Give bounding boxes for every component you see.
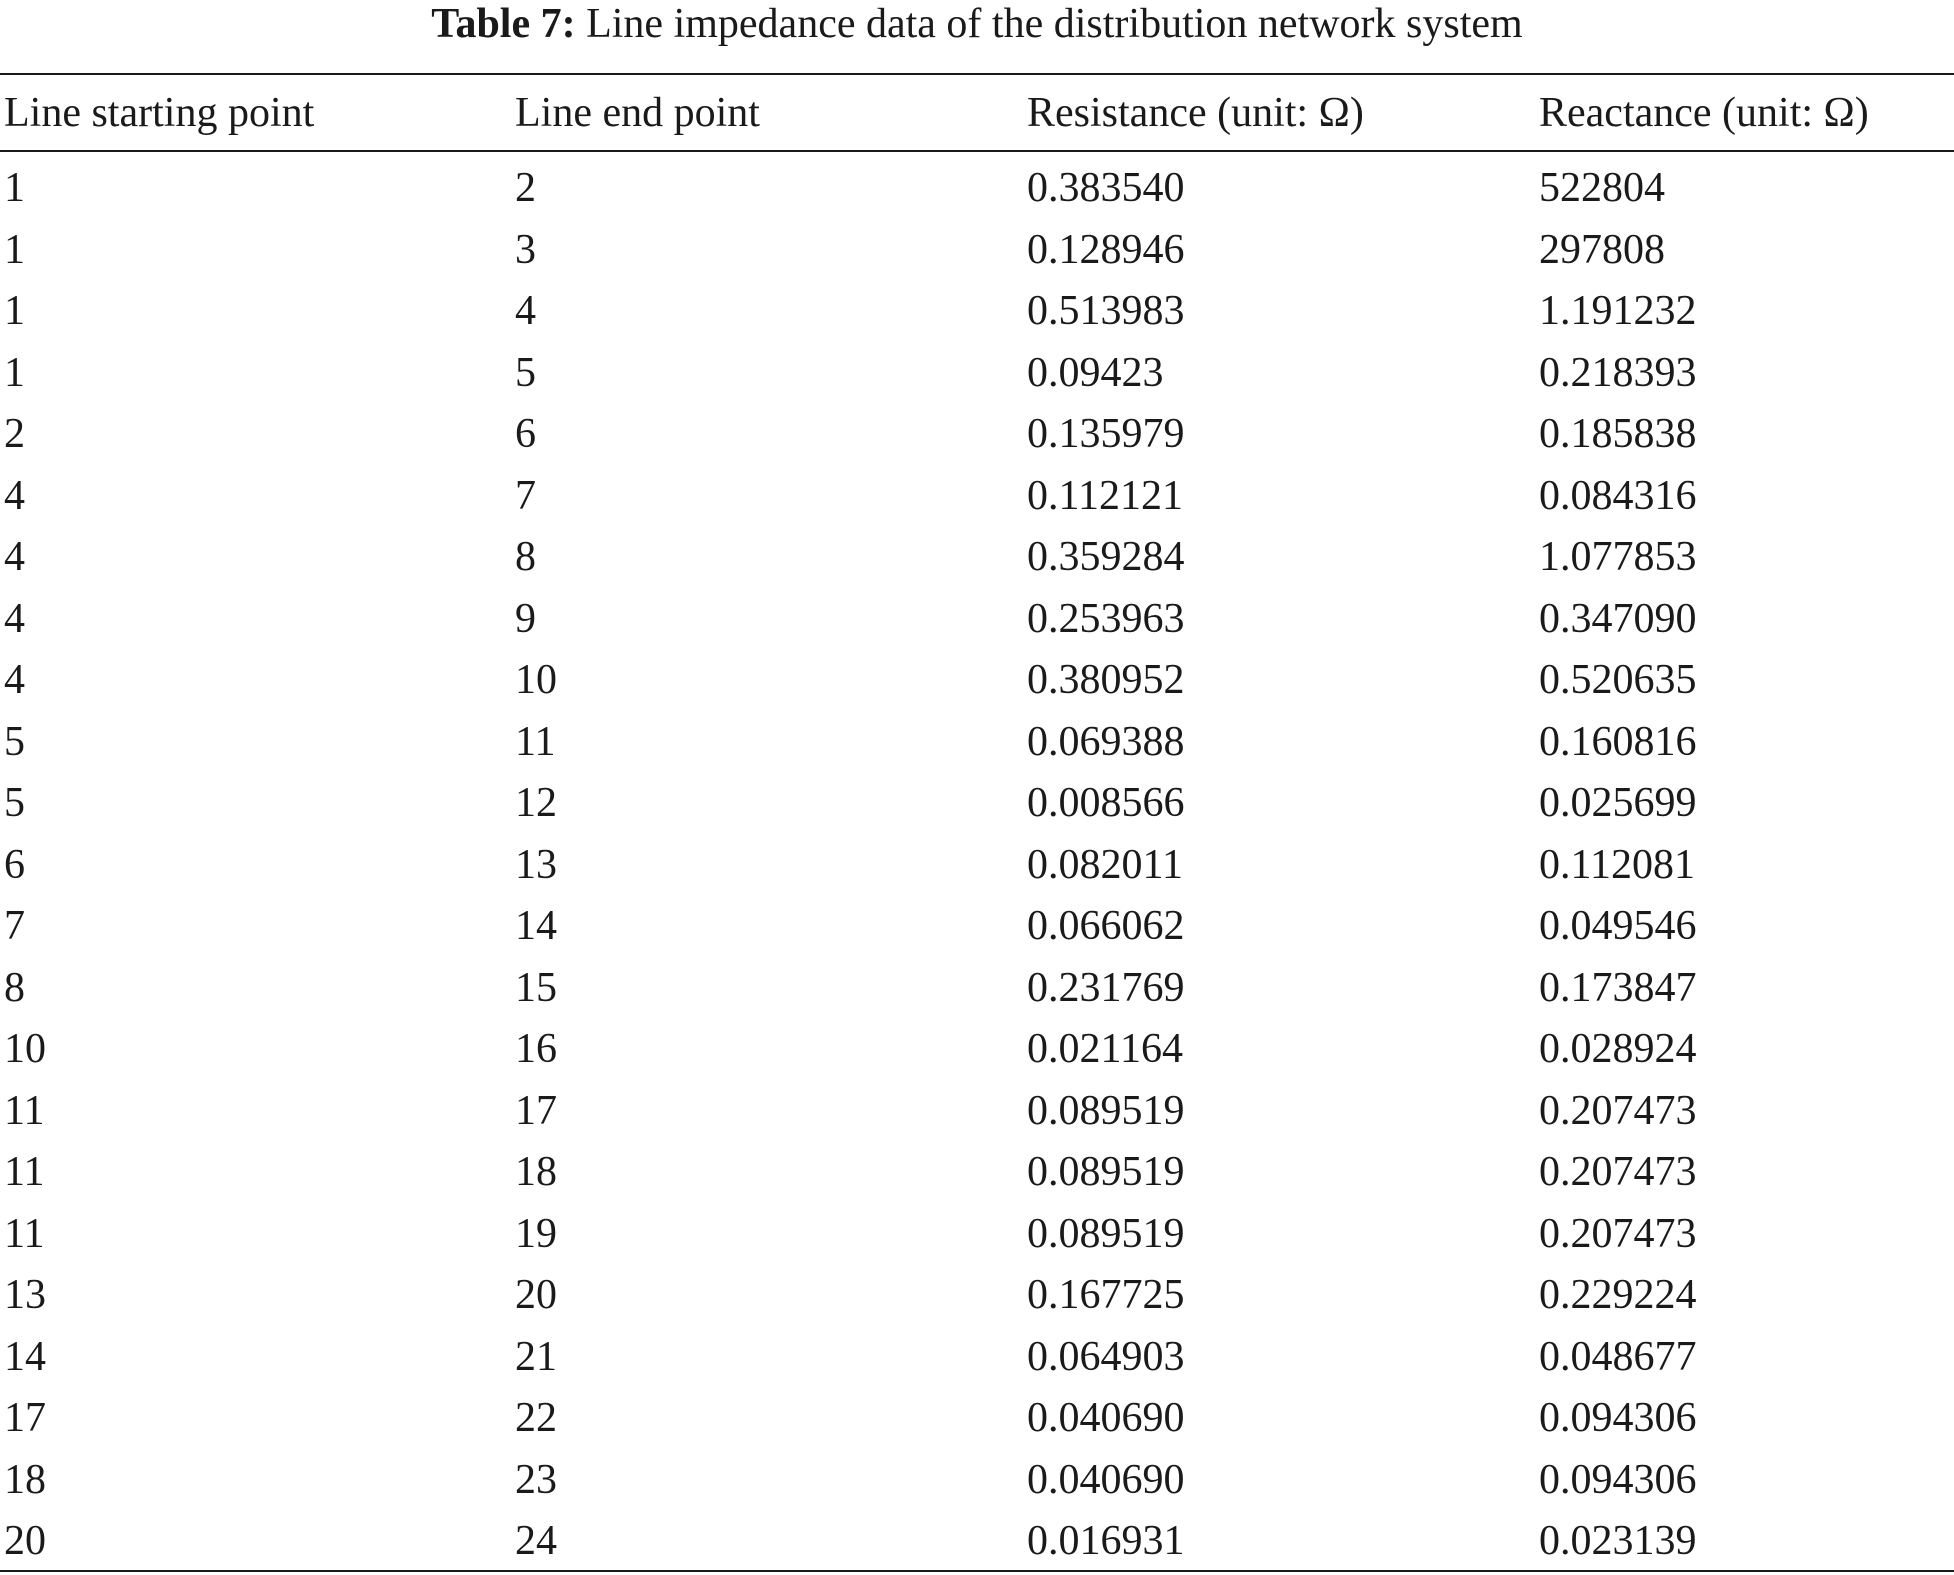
table-row: [0, 158, 1954, 220]
cell-resistance: 0.064903: [1027, 1333, 1185, 1380]
cell-resistance: 0.112121: [1027, 472, 1183, 519]
cell-resistance: 0.069388: [1027, 718, 1185, 765]
table-caption: [0, 0, 1954, 52]
cell-reactance: 0.023139: [1539, 1518, 1697, 1564]
cell-resistance: 0.253963: [1027, 595, 1185, 642]
cell-start-point: 11: [4, 1087, 45, 1134]
cell-end-point: 7: [515, 472, 536, 519]
header-reactance: Reactance (unit: Ω): [1539, 90, 1869, 136]
cell-resistance: 0.089519: [1027, 1210, 1185, 1257]
cell-start-point: 17: [4, 1395, 46, 1441]
table-caption-text: Line impedance data of the distribution network system: [586, 1, 1523, 47]
cell-start-point: 13: [4, 1272, 46, 1318]
table-row: [0, 896, 1954, 958]
table-row: [0, 466, 1954, 528]
cell-reactance: 1.077853: [1539, 534, 1697, 580]
cell-reactance: 0.112081: [1539, 841, 1695, 888]
table-row: [0, 712, 1954, 774]
cell-resistance: 0.082011: [1027, 841, 1183, 888]
table-row: [0, 1511, 1954, 1573]
cell-start-point: 4: [4, 657, 25, 703]
cell-end-point: 19: [515, 1210, 557, 1257]
cell-start-point: 18: [4, 1456, 46, 1503]
table-header-rule: [0, 150, 1954, 152]
table-row: [0, 404, 1954, 466]
table-row: [0, 1019, 1954, 1081]
cell-end-point: 15: [515, 964, 557, 1011]
cell-resistance: 0.040690: [1027, 1395, 1185, 1441]
cell-start-point: 6: [4, 841, 25, 888]
cell-end-point: 3: [515, 226, 536, 273]
cell-reactance: 0.520635: [1539, 657, 1697, 703]
cell-start-point: 8: [4, 964, 25, 1011]
cell-reactance: 0.207473: [1539, 1149, 1697, 1195]
cell-reactance: 0.028924: [1539, 1026, 1697, 1072]
cell-end-point: 22: [515, 1395, 557, 1441]
cell-resistance: 0.135979: [1027, 411, 1185, 457]
table-header-row: [0, 80, 1954, 146]
cell-end-point: 21: [515, 1333, 557, 1380]
cell-reactance: 0.084316: [1539, 472, 1697, 519]
cell-resistance: 0.380952: [1027, 657, 1185, 703]
cell-reactance: 0.173847: [1539, 964, 1697, 1011]
cell-resistance: 0.09423: [1027, 349, 1164, 396]
cell-resistance: 0.089519: [1027, 1087, 1185, 1134]
cell-start-point: 1: [4, 288, 25, 334]
cell-reactance: 0.049546: [1539, 903, 1697, 949]
table-row: [0, 1388, 1954, 1450]
table-row: [0, 589, 1954, 651]
header-line-end-point: Line end point: [515, 90, 760, 136]
cell-start-point: 10: [4, 1026, 46, 1072]
cell-end-point: 5: [515, 349, 536, 396]
table-bottom-rule: [0, 1570, 1954, 1572]
table-row: [0, 281, 1954, 343]
cell-reactance: 0.160816: [1539, 718, 1697, 765]
table-row: [0, 1327, 1954, 1389]
table-body: [0, 158, 1954, 1573]
cell-end-point: 9: [515, 595, 536, 642]
cell-start-point: 20: [4, 1518, 46, 1564]
cell-end-point: 24: [515, 1518, 557, 1564]
cell-end-point: 14: [515, 903, 557, 949]
header-line-starting-point: Line starting point: [4, 90, 315, 136]
table-top-rule: [0, 73, 1954, 75]
cell-end-point: 12: [515, 780, 557, 826]
cell-start-point: 1: [4, 165, 25, 211]
cell-start-point: 1: [4, 226, 25, 273]
cell-start-point: 4: [4, 595, 25, 642]
cell-reactance: 0.048677: [1539, 1333, 1697, 1380]
cell-resistance: 0.008566: [1027, 780, 1185, 826]
cell-start-point: 2: [4, 411, 25, 457]
cell-reactance: 0.094306: [1539, 1395, 1697, 1441]
table-row: [0, 650, 1954, 712]
cell-end-point: 17: [515, 1087, 557, 1134]
table-row: [0, 1081, 1954, 1143]
cell-end-point: 6: [515, 411, 536, 457]
cell-reactance: 0.207473: [1539, 1087, 1697, 1134]
table-row: [0, 1265, 1954, 1327]
cell-resistance: 0.513983: [1027, 288, 1185, 334]
cell-reactance: 0.094306: [1539, 1456, 1697, 1503]
cell-reactance: 0.207473: [1539, 1210, 1697, 1257]
cell-resistance: 0.359284: [1027, 534, 1185, 580]
cell-end-point: 18: [515, 1149, 557, 1195]
cell-start-point: 14: [4, 1333, 46, 1380]
cell-start-point: 7: [4, 903, 25, 949]
cell-end-point: 11: [515, 718, 556, 765]
cell-start-point: 5: [4, 780, 25, 826]
table-row: [0, 343, 1954, 405]
cell-start-point: 4: [4, 534, 25, 580]
cell-start-point: 11: [4, 1210, 45, 1257]
cell-resistance: 0.128946: [1027, 226, 1185, 273]
cell-end-point: 16: [515, 1026, 557, 1072]
cell-end-point: 23: [515, 1456, 557, 1503]
cell-resistance: 0.040690: [1027, 1456, 1185, 1503]
table-row: [0, 835, 1954, 897]
cell-resistance: 0.231769: [1027, 964, 1185, 1011]
cell-end-point: 10: [515, 657, 557, 703]
cell-reactance: 522804: [1539, 165, 1665, 211]
cell-reactance: 1.191232: [1539, 288, 1697, 334]
cell-reactance: 297808: [1539, 226, 1665, 273]
table-caption-label: Table 7:: [431, 1, 576, 47]
cell-resistance: 0.089519: [1027, 1149, 1185, 1195]
cell-start-point: 11: [4, 1149, 45, 1195]
table-row: [0, 1204, 1954, 1266]
table-row: [0, 527, 1954, 589]
table-row: [0, 773, 1954, 835]
table-row: [0, 1142, 1954, 1204]
cell-reactance: 0.025699: [1539, 780, 1697, 826]
cell-end-point: 2: [515, 165, 536, 211]
cell-resistance: 0.383540: [1027, 165, 1185, 211]
cell-end-point: 4: [515, 288, 536, 334]
cell-end-point: 8: [515, 534, 536, 580]
cell-reactance: 0.218393: [1539, 349, 1697, 396]
cell-reactance: 0.229224: [1539, 1272, 1697, 1318]
table-row: [0, 1450, 1954, 1512]
header-resistance: Resistance (unit: Ω): [1027, 90, 1364, 136]
cell-resistance: 0.021164: [1027, 1026, 1183, 1072]
table-row: [0, 220, 1954, 282]
cell-end-point: 13: [515, 841, 557, 888]
cell-start-point: 5: [4, 718, 25, 765]
table-row: [0, 958, 1954, 1020]
cell-start-point: 4: [4, 472, 25, 519]
cell-resistance: 0.167725: [1027, 1272, 1185, 1318]
cell-reactance: 0.185838: [1539, 411, 1697, 457]
cell-start-point: 1: [4, 349, 25, 396]
cell-resistance: 0.016931: [1027, 1518, 1185, 1564]
cell-reactance: 0.347090: [1539, 595, 1697, 642]
cell-resistance: 0.066062: [1027, 903, 1185, 949]
cell-end-point: 20: [515, 1272, 557, 1318]
